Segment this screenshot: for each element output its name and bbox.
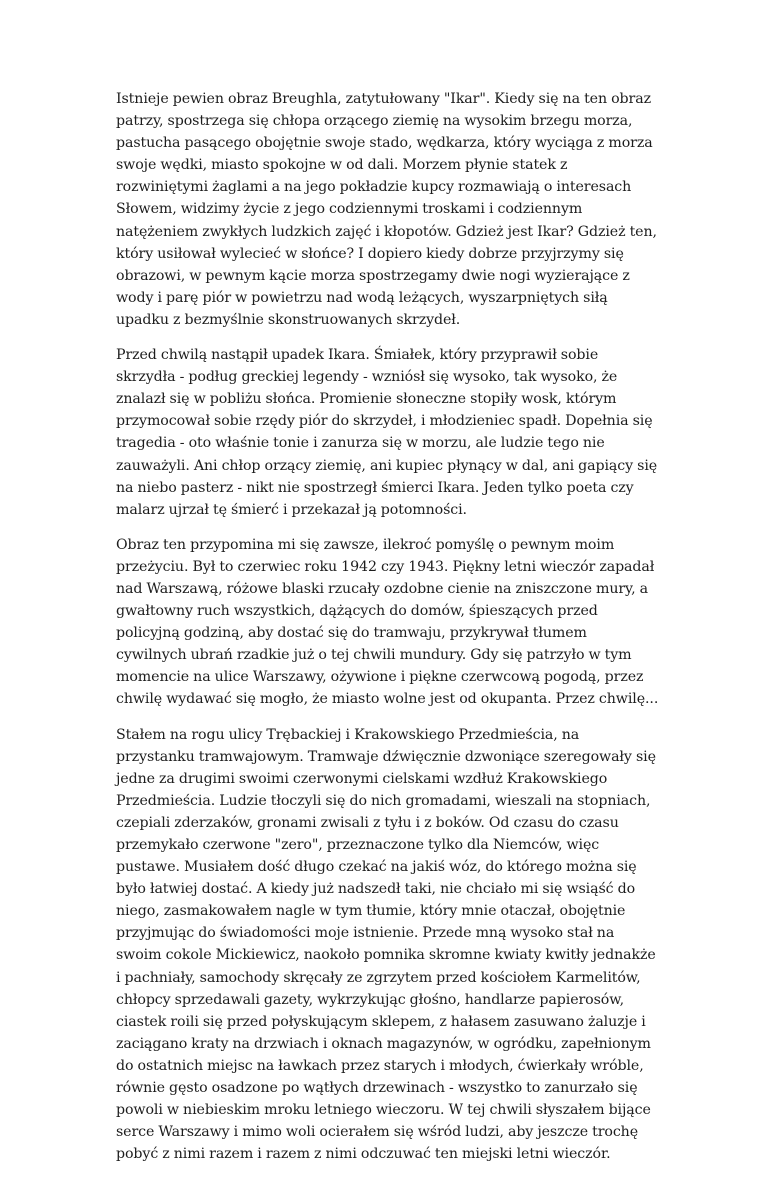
- paragraph-1: Istnieje pewien obraz Breughla, zatytułowany "Ikar". Kiedy się na ten obraz patrzy, spostrzega się chłopa orzącego ziemię na wysokim brzegu morza, pastucha pasącego obojętnie swoje stado, wędkarza, który wyciąga z morza swoje wędki, miasto spokojne w od dali. Morzem płynie statek z rozwiniętymi żaglami a na jego pokładzie kupcy rozmawiają o interesach Słowem, widzimy życie z jego codziennymi troskami i codziennym natężeniem zwykłych ludzkich zajęć i kłopotów. Gdzież jest Ikar? Gdzież ten, który usiłował wylecieć w słońce? I dopiero kiedy dobrze przyjrzymy się obrazowi, w pewnym kącie morza spostrzegamy dwie nogi wyzierające z wody i parę piór w powietrzu nad wodą leżących, wyszarpniętych siłą upadku z bezmyślnie skonstruowanych skrzydeł.: [116, 91, 657, 328]
- document-body: [116, 88, 660, 1178]
- paragraph-3: Obraz ten przypomina mi się zawsze, ilekroć pomyślę o pewnym moim przeżyciu. Był to czerwiec roku 1942 czy 1943. Piękny letni wieczór zapadał nad Warszawą, różowe blaski rzucały ozdobne cienie na zniszczone mury, a gwałtowny ruch wszystkich, dążących do domów, śpieszących przed policyjną godziną, aby dostać się do tramwaju, przykrywał tłumem cywilnych ubrań rzadkie już o tej chwili mundury. Gdy się patrzyło w tym momencie na ulice Warszawy, ożywione i piękne czerwcową pogodą, przez chwilę wydawać się mogło, że miasto wolne jest od okupanta. Przez chwilę...: [116, 536, 659, 708]
- paragraph-2: Przed chwilą nastąpił upadek Ikara. Śmiałek, który przyprawił sobie skrzydła - podług greckiej legendy - wzniósł się wysoko, tak wysoko, że znalazł się w pobliżu słońca. Promienie słoneczne stopiły wosk, którym przymocował sobie rzędy piór do skrzydeł, i młodzieniec spadł. Dopełnia się tragedia - oto właśnie tonie i zanurza się w morzu, ale ludzie tego nie zauważyli. Ani chłop orzący ziemię, ani kupiec płynący w dal, ani gapiący się na niebo pasterz - nikt nie spostrzegł śmierci Ikara. Jeden tylko poeta czy malarz ujrzał tę śmierć i przekazał ją potomności.: [116, 347, 658, 518]
- paragraph-4: Stałem na rogu ulicy Trębackiej i Krakowskiego Przedmieścia, na przystanku tramwajowym. Tramwaje dźwięcznie dzwoniące szeregowały się jedne za drugimi swoimi czerwonymi cielskami wzdłuż Krakowskiego Przedmieścia. Ludzie tłoczyli się do nich gromadami, wieszali na stopniach, czepiali zderzaków, gronami zwisali z tyłu i z boków. Od czasu do czasu przemykało czerwone "zero", przeznaczone tylko dla Niemców, więc pustawe. Musiałem dość długo czekać na jakiś wóz, do którego można się było łatwiej dostać. A kiedy już nadszedł taki, nie chciało mi się wsiąść do niego, zasmakowałem nagle w tym tłumie, który mnie otaczał, obojętnie przyjmując do świadomości moje istnienie. Przede mną wysoko stał na swoim cokole Mickiewicz, naokoło pomnika skromne kwiaty kwitły jednakże i pachniały, samochody skręcały ze zgrzytem przed kościołem Karmelitów, chłopcy sprzedawali gazety, wykrzykując głośno, handlarze papierosów, ciastek roili się przed połyskującym sklepem, z hałasem zasuwano żaluzje i zaciągano kraty na drzwiach i oknach magazynów, w ogródku, zapełnionym do ostatnich miejsc na ławkach przez starych i młodych, ćwierkały wróble, równie gęsto osadzone po wątłych drzewinach - wszystko to zanurzało się powoli w niebieskim mroku letniego wieczoru. W tej chwili słyszałem bijące serce Warszawy i mimo woli ocierałem się wśród ludzi, aby jeszcze trochę pobyć z nimi razem i razem z nimi odczuwać ten miejski letni wieczór.: [116, 726, 656, 1163]
